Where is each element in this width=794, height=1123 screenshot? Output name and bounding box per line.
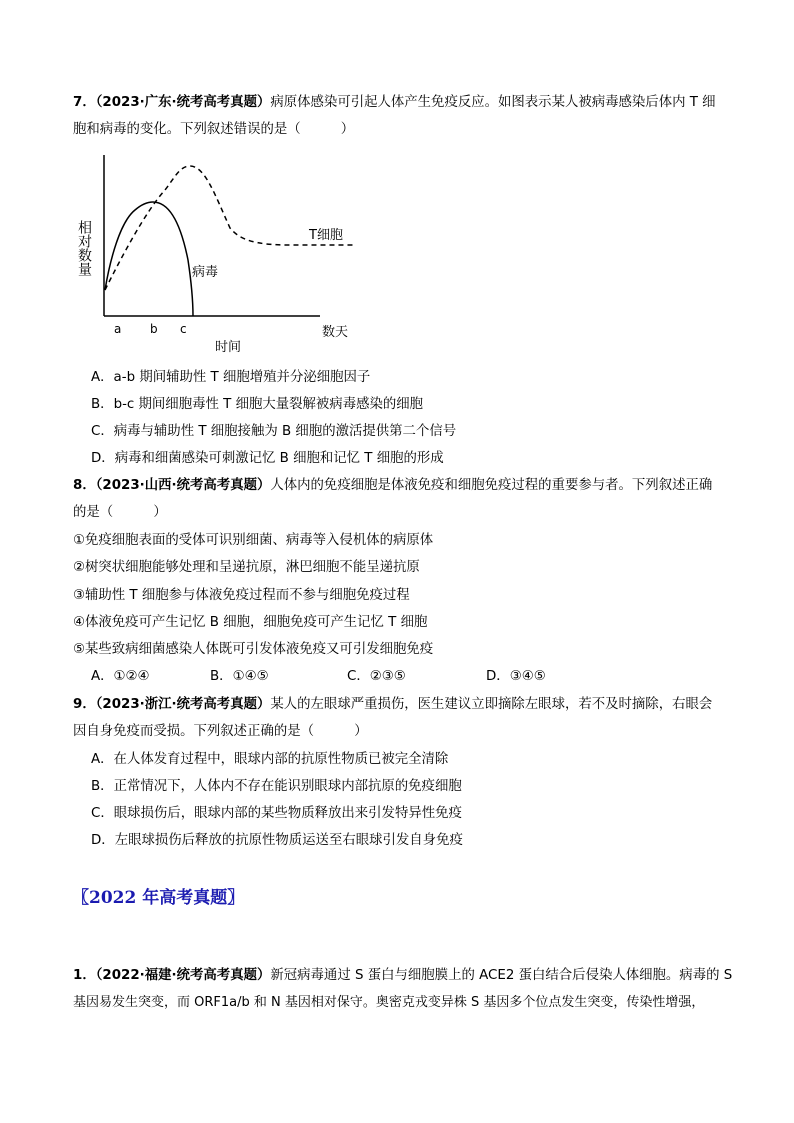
q8-statement-5: ⑤某些致病细菌感染人体既可引发体液免疫又可引发细胞免疫: [73, 642, 434, 657]
q1-text-1: 新冠病毒通过 S 蛋白与细胞膜上的 ACE2 蛋白结合后侵染人体细胞。病毒的 S: [270, 968, 733, 983]
virus-label: 病毒: [192, 265, 219, 280]
q9-option-d: D．左眼球损伤后释放的抗原性物质运送至右眼球引发自身免疫: [91, 833, 463, 848]
q8-number: 8．: [73, 478, 96, 493]
q7-option-c: C．病毒与辅助性 T 细胞接触为 B 细胞的激活提供第二个信号: [91, 424, 457, 439]
q9-option-b: B．正常情况下，人体内不存在能识别眼球内部抗原的免疫细胞: [91, 779, 462, 794]
y-axis-label: 相对数量: [76, 220, 92, 276]
q8-option-c: C．②③⑤: [347, 669, 406, 684]
q8-text-2: 的是（ ）: [73, 505, 167, 520]
q1-number: 1．: [73, 968, 96, 983]
q8-statement-4: ④体液免疫可产生记忆 B 细胞，细胞免疫可产生记忆 T 细胞: [73, 615, 428, 630]
q7-line1: [73, 94, 716, 112]
virus-curve: [105, 202, 193, 316]
q7-option-a: A．a-b 期间辅助性 T 细胞增殖并分泌细胞因子: [91, 370, 371, 385]
q7-text-1: 病原体感染可引起人体产生免疫反应。如图表示某人被病毒感染后体内 T 细: [270, 95, 716, 110]
q7-source: （2023·广东·统考高考真题）: [95, 95, 271, 110]
x-axis-label: 时间: [215, 340, 242, 355]
q8-option-a: A．①②④: [91, 669, 150, 684]
q7-number: 7．: [73, 95, 96, 110]
q9-source: （2023·浙江·统考高考真题）: [95, 697, 271, 712]
tick-b: b: [150, 322, 158, 336]
q7-option-d: D．病毒和细菌感染可刺激记忆 B 细胞和记忆 T 细胞的形成: [91, 451, 444, 466]
q1-source: （2022·福建·统考高考真题）: [95, 968, 271, 983]
q7-text-2: 胞和病毒的变化。下列叙述错误的是（ ）: [73, 122, 355, 137]
q8-statement-3: ③辅助性 T 细胞参与体液免疫过程而不参与细胞免疫过程: [73, 588, 410, 603]
q8-statement-2: ②树突状细胞能够处理和呈递抗原，淋巴细胞不能呈递抗原: [73, 560, 420, 575]
q8-option-d: D．③④⑤: [486, 669, 546, 684]
section-title: 〖2022 年高考真题〗: [72, 888, 245, 908]
t-cell-label: T细胞: [309, 228, 343, 243]
q1-text-2: 基因易发生突变，而 ORF1a/b 和 N 基因相对保守。奥密克戎变异株 S 基因多个位点发生突变，传染性增强，: [73, 995, 705, 1010]
tick-c: c: [180, 322, 187, 336]
q7-figure: [76, 150, 370, 355]
q8-text-1: 人体内的免疫细胞是体液免疫和细胞免疫过程的重要参与者。下列叙述正确: [270, 478, 713, 493]
q1-line1: [73, 967, 732, 985]
q9-text-1: 某人的左眼球严重损伤，医生建议立即摘除左眼球，若不及时摘除，右眼会: [270, 697, 713, 712]
q9-option-a: A．在人体发育过程中，眼球内部的抗原性物质已被完全清除: [91, 752, 449, 767]
tick-a: a: [114, 322, 122, 336]
x-right-label: 数天: [322, 325, 349, 340]
q8-statement-1: ①免疫细胞表面的受体可识别细菌、病毒等入侵机体的病原体: [73, 533, 434, 548]
q8-source: （2023·山西·统考高考真题）: [95, 478, 271, 493]
q8-line1: [73, 477, 712, 495]
q9-number: 9．: [73, 697, 96, 712]
q7-option-b: B．b-c 期间细胞毒性 T 细胞大量裂解被病毒感染的细胞: [91, 397, 424, 412]
q9-line1: [73, 696, 712, 714]
q9-option-c: C．眼球损伤后，眼球内部的某些物质释放出来引发特异性免疫: [91, 806, 462, 821]
q9-text-2: 因自身免疫而受损。下列叙述正确的是（ ）: [73, 724, 368, 739]
q8-option-b: B．①④⑤: [210, 669, 269, 684]
